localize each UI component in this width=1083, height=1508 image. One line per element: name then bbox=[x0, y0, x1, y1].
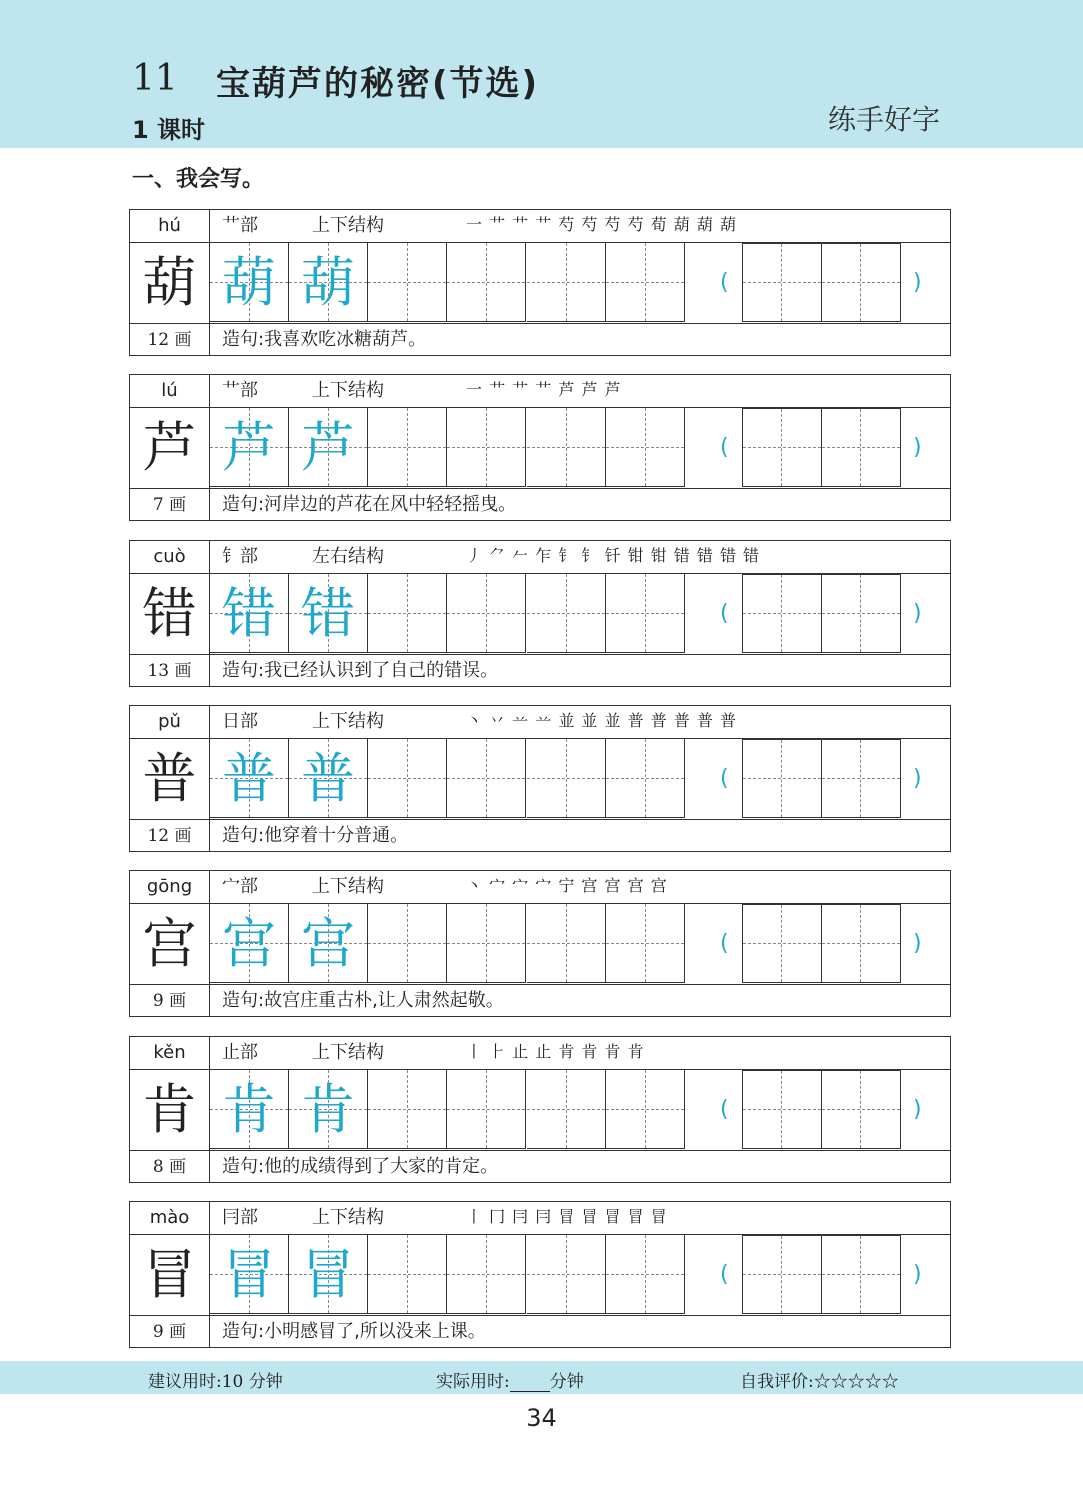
practice-label: 练手好字 bbox=[828, 103, 941, 136]
example-sentence: 造句:他穿着十分普通。 bbox=[222, 825, 409, 846]
header-band bbox=[0, 0, 1083, 148]
paren-open: ( bbox=[720, 1097, 729, 1122]
model-char: 肯 bbox=[130, 1070, 210, 1150]
writing-cell[interactable] bbox=[210, 1235, 289, 1314]
char-block bbox=[129, 705, 951, 852]
writing-cell[interactable] bbox=[368, 1070, 447, 1149]
writing-cell[interactable] bbox=[447, 904, 526, 983]
sentence-row bbox=[130, 984, 950, 1017]
trace-char: 错 bbox=[222, 582, 276, 645]
structure: 上下结构 bbox=[312, 1207, 384, 1228]
radical: 艹部 bbox=[222, 380, 258, 401]
paren-close: ) bbox=[913, 1097, 922, 1122]
sentence-row bbox=[130, 323, 950, 356]
writing-cell[interactable] bbox=[447, 1070, 526, 1149]
word-cell-2[interactable] bbox=[821, 574, 901, 653]
example-sentence: 造句:故宫庄重古朴,让人肃然起敬。 bbox=[222, 990, 504, 1011]
writing-cell[interactable] bbox=[606, 739, 685, 818]
writing-cell[interactable] bbox=[447, 1235, 526, 1314]
stroke-order: 丶 宀 宀 宀 宁 宫 宫 宫 宫 bbox=[466, 876, 668, 895]
lesson-period: 1 课时 bbox=[132, 116, 206, 144]
trace-char: 普 bbox=[301, 747, 355, 810]
writing-cell[interactable] bbox=[527, 904, 606, 983]
writing-cell[interactable] bbox=[368, 408, 447, 487]
radical: 钅部 bbox=[222, 546, 258, 567]
stroke-order: 丨 冂 冃 冃 冒 冒 冒 冒 冒 bbox=[466, 1207, 668, 1226]
radical: 冃部 bbox=[222, 1207, 258, 1228]
pinyin: cuò bbox=[130, 541, 210, 573]
writing-cell[interactable] bbox=[210, 408, 289, 487]
structure: 上下结构 bbox=[312, 711, 384, 732]
lesson-number: 11 bbox=[132, 58, 178, 99]
trace-char: 葫 bbox=[301, 251, 355, 314]
model-char: 普 bbox=[130, 739, 210, 819]
structure: 左右结构 bbox=[312, 546, 384, 567]
char-info-row bbox=[130, 210, 950, 243]
suggested-time: 建议用时:10 分钟 bbox=[148, 1372, 283, 1392]
writing-cell[interactable] bbox=[289, 739, 368, 818]
stroke-order: 丶 丷 䒑 䒑 並 並 並 普 普 普 普 普 bbox=[466, 711, 737, 730]
writing-cell[interactable] bbox=[289, 408, 368, 487]
word-cell-2[interactable] bbox=[821, 243, 901, 322]
writing-cell[interactable] bbox=[606, 243, 685, 322]
pinyin: hú bbox=[130, 210, 210, 242]
writing-cell[interactable] bbox=[606, 574, 685, 653]
radical: 艹部 bbox=[222, 215, 258, 236]
example-sentence: 造句:小明感冒了,所以没来上课。 bbox=[222, 1321, 486, 1342]
word-cell-2[interactable] bbox=[821, 739, 901, 818]
trace-char: 宫 bbox=[301, 912, 355, 975]
writing-cell[interactable] bbox=[606, 1070, 685, 1149]
writing-cell[interactable] bbox=[527, 243, 606, 322]
writing-cell[interactable] bbox=[527, 1235, 606, 1314]
example-sentence: 造句:我喜欢吃冰糖葫芦。 bbox=[222, 329, 427, 350]
writing-cell[interactable] bbox=[447, 243, 526, 322]
char-info-row bbox=[130, 1037, 950, 1070]
writing-cell[interactable] bbox=[606, 1235, 685, 1314]
pinyin: kěn bbox=[130, 1037, 210, 1069]
pinyin: gōng bbox=[130, 871, 210, 903]
writing-cell[interactable] bbox=[606, 904, 685, 983]
paren-open: ( bbox=[720, 766, 729, 791]
writing-cell[interactable] bbox=[210, 904, 289, 983]
trace-char: 肯 bbox=[301, 1078, 355, 1141]
radical: 止部 bbox=[222, 1042, 258, 1063]
word-cell-1[interactable] bbox=[742, 1070, 822, 1149]
char-block bbox=[129, 1036, 951, 1183]
sentence-row bbox=[130, 819, 950, 852]
pinyin: lú bbox=[130, 375, 210, 407]
paren-close: ) bbox=[913, 766, 922, 791]
writing-cell[interactable] bbox=[368, 739, 447, 818]
stroke-count: 8 画 bbox=[130, 1151, 210, 1183]
word-cell-1[interactable] bbox=[742, 904, 822, 983]
stroke-count: 12 画 bbox=[130, 820, 210, 852]
pinyin: mào bbox=[130, 1202, 210, 1234]
paren-close: ) bbox=[913, 270, 922, 295]
structure: 上下结构 bbox=[312, 876, 384, 897]
paren-open: ( bbox=[720, 435, 729, 460]
writing-cell[interactable] bbox=[447, 574, 526, 653]
sentence-row bbox=[130, 1150, 950, 1183]
lesson-title: 宝葫芦的秘密(节选) bbox=[216, 64, 540, 104]
writing-cell[interactable] bbox=[289, 243, 368, 322]
writing-cell[interactable] bbox=[368, 574, 447, 653]
structure: 上下结构 bbox=[312, 380, 384, 401]
paren-open: ( bbox=[720, 931, 729, 956]
writing-cell[interactable] bbox=[527, 574, 606, 653]
writing-cell[interactable] bbox=[527, 408, 606, 487]
actual-time-unit: 分钟 bbox=[549, 1372, 584, 1392]
example-sentence: 造句:我已经认识到了自己的错误。 bbox=[222, 660, 499, 681]
footer-band bbox=[0, 1361, 1083, 1394]
structure: 上下结构 bbox=[312, 1042, 384, 1063]
model-char: 宫 bbox=[130, 904, 210, 984]
trace-char: 肯 bbox=[222, 1078, 276, 1141]
stroke-count: 12 画 bbox=[130, 324, 210, 356]
trace-char: 普 bbox=[222, 747, 276, 810]
trace-char: 芦 bbox=[222, 416, 276, 479]
char-info-row bbox=[130, 375, 950, 408]
paren-close: ) bbox=[913, 931, 922, 956]
model-char: 葫 bbox=[130, 243, 210, 323]
char-info-row bbox=[130, 871, 950, 904]
writing-cell[interactable] bbox=[289, 904, 368, 983]
char-info-row bbox=[130, 541, 950, 574]
section-title: 一、我会写。 bbox=[132, 167, 265, 192]
actual-time-label: 实际用时: bbox=[436, 1372, 510, 1392]
stroke-count: 13 画 bbox=[130, 655, 210, 687]
stroke-count: 9 画 bbox=[130, 985, 210, 1017]
word-cell-2[interactable] bbox=[821, 904, 901, 983]
char-block bbox=[129, 374, 951, 521]
stroke-order: 一 艹 艹 艹 芦 芦 芦 bbox=[466, 380, 622, 399]
stroke-order: 一 艹 艹 艹 芍 芍 芍 芍 荀 葫 葫 葫 bbox=[466, 215, 737, 234]
word-cell-2[interactable] bbox=[821, 1235, 901, 1314]
writing-cell[interactable] bbox=[368, 904, 447, 983]
writing-cell[interactable] bbox=[447, 739, 526, 818]
writing-cell[interactable] bbox=[527, 1070, 606, 1149]
char-info-row bbox=[130, 706, 950, 739]
writing-cell[interactable] bbox=[289, 1070, 368, 1149]
writing-cell[interactable] bbox=[606, 408, 685, 487]
example-sentence: 造句:河岸边的芦花在风中轻轻摇曳。 bbox=[222, 494, 517, 515]
writing-cell[interactable] bbox=[210, 243, 289, 322]
self-evaluation: 自我评价:☆☆☆☆☆ bbox=[740, 1372, 899, 1392]
word-cell-2[interactable] bbox=[821, 1070, 901, 1149]
char-block bbox=[129, 540, 951, 687]
paren-open: ( bbox=[720, 270, 729, 295]
structure: 上下结构 bbox=[312, 215, 384, 236]
stroke-count: 9 画 bbox=[130, 1316, 210, 1348]
sentence-row bbox=[130, 488, 950, 521]
pinyin: pǔ bbox=[130, 706, 210, 738]
radical: 宀部 bbox=[222, 876, 258, 897]
page-number: 34 bbox=[526, 1404, 557, 1432]
paren-open: ( bbox=[720, 1262, 729, 1287]
writing-cell[interactable] bbox=[210, 1070, 289, 1149]
paren-close: ) bbox=[913, 435, 922, 460]
word-cell-1[interactable] bbox=[742, 408, 822, 487]
actual-time-blank[interactable] bbox=[510, 1375, 550, 1392]
stroke-order: 丨 ⺊ 止 止 肯 肯 肯 肯 bbox=[466, 1042, 645, 1061]
word-cell-1[interactable] bbox=[742, 574, 822, 653]
char-info-row bbox=[130, 1202, 950, 1235]
word-cell-2[interactable] bbox=[821, 408, 901, 487]
char-block bbox=[129, 1201, 951, 1348]
writing-cell[interactable] bbox=[368, 1235, 447, 1314]
stroke-count: 7 画 bbox=[130, 489, 210, 521]
model-char: 冒 bbox=[130, 1235, 210, 1315]
trace-char: 芦 bbox=[301, 416, 355, 479]
radical: 日部 bbox=[222, 711, 258, 732]
trace-char: 冒 bbox=[301, 1243, 355, 1306]
trace-char: 宫 bbox=[222, 912, 276, 975]
model-char: 芦 bbox=[130, 408, 210, 488]
char-block bbox=[129, 209, 951, 356]
model-char: 错 bbox=[130, 574, 210, 654]
word-cell-1[interactable] bbox=[742, 243, 822, 322]
sentence-row bbox=[130, 1315, 950, 1348]
writing-cell[interactable] bbox=[368, 243, 447, 322]
char-block bbox=[129, 870, 951, 1017]
writing-cell[interactable] bbox=[210, 574, 289, 653]
paren-open: ( bbox=[720, 601, 729, 626]
writing-cell[interactable] bbox=[447, 408, 526, 487]
trace-char: 错 bbox=[301, 582, 355, 645]
example-sentence: 造句:他的成绩得到了大家的肯定。 bbox=[222, 1156, 499, 1177]
writing-cell[interactable] bbox=[289, 574, 368, 653]
writing-cell[interactable] bbox=[527, 739, 606, 818]
word-cell-1[interactable] bbox=[742, 739, 822, 818]
paren-close: ) bbox=[913, 601, 922, 626]
writing-cell[interactable] bbox=[210, 739, 289, 818]
writing-cell[interactable] bbox=[289, 1235, 368, 1314]
sentence-row bbox=[130, 654, 950, 687]
trace-char: 葫 bbox=[222, 251, 276, 314]
trace-char: 冒 bbox=[222, 1243, 276, 1306]
stroke-order: 丿 ⺈ 𠂉 乍 钅 钅 钎 钳 钳 错 错 错 错 bbox=[466, 546, 761, 565]
word-cell-1[interactable] bbox=[742, 1235, 822, 1314]
paren-close: ) bbox=[913, 1262, 922, 1287]
actual-time bbox=[436, 1367, 584, 1392]
